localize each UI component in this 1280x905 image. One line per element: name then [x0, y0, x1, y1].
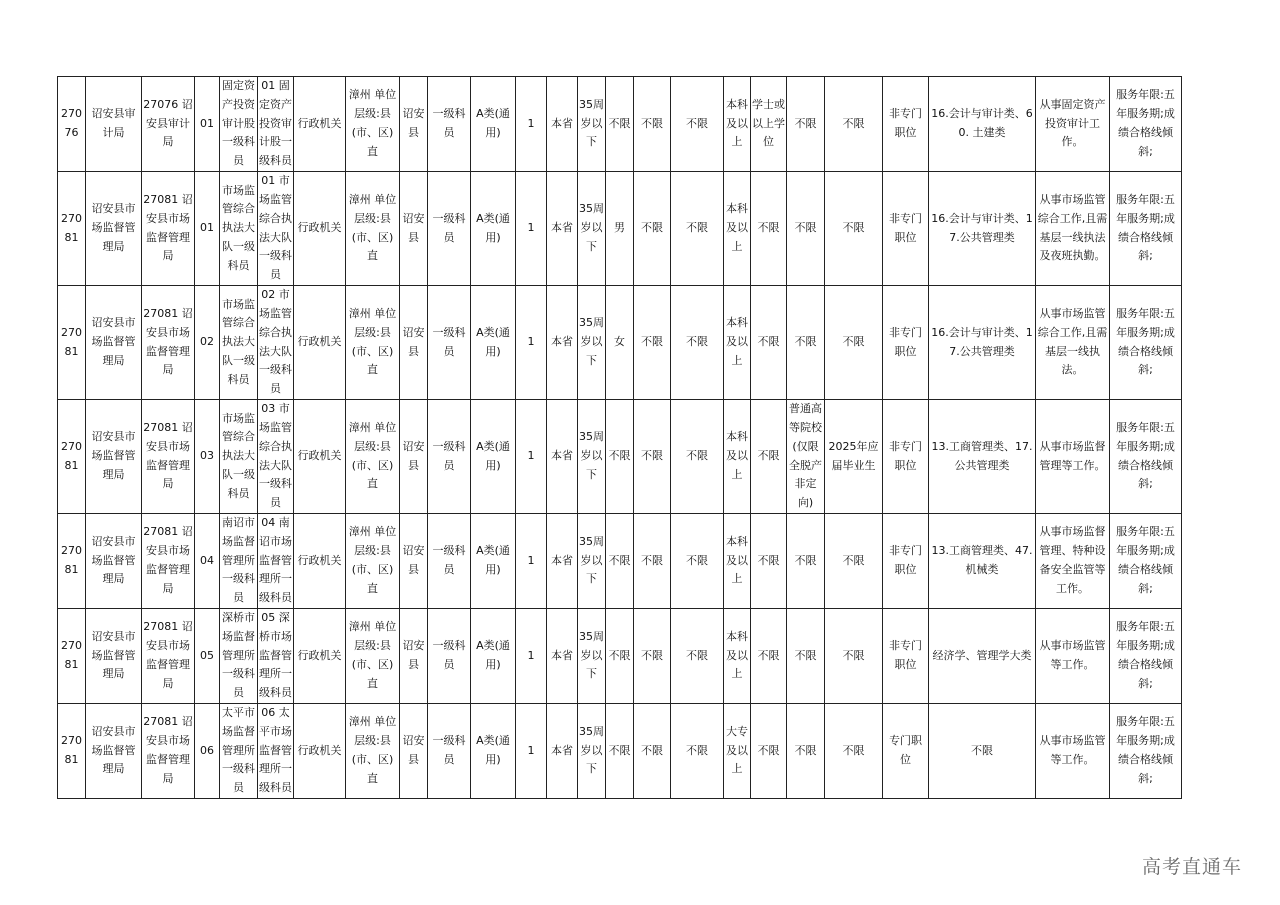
- graduate-cell: 不限: [825, 514, 883, 609]
- headcount-cell: 1: [516, 400, 547, 514]
- unit-type-cell: 行政机关: [294, 608, 346, 703]
- experience-cell: 不限: [671, 77, 724, 172]
- gender-cell: 不限: [606, 608, 634, 703]
- major-cell: 16.会计与审计类、60. 土建类: [929, 77, 1036, 172]
- age-cell: 35周岁以下: [578, 703, 606, 798]
- experience-cell: 不限: [671, 703, 724, 798]
- major-cell: 16.会计与审计类、17.公共管理类: [929, 286, 1036, 400]
- unit-level-cell: 漳州 单位层级:县(市、区)直: [346, 608, 400, 703]
- unit-cell: 27081 诏安县市场监督管理局: [142, 286, 195, 400]
- education-cell: 本科及以上: [724, 400, 751, 514]
- headcount-cell: 1: [516, 286, 547, 400]
- position-full-cell: 06 太平市场监督管理所一级科员: [258, 703, 294, 798]
- gender-cell: 不限: [606, 400, 634, 514]
- degree-cell: 不限: [751, 608, 787, 703]
- major-cell: 13.工商管理类、17.公共管理类: [929, 400, 1036, 514]
- household-cell: 本省: [547, 703, 578, 798]
- other-conditions-cell: 服务年限:五年服务期;成绩合格线倾斜;: [1110, 703, 1182, 798]
- position-number-cell: 02: [195, 286, 220, 400]
- gender-cell: 男: [606, 172, 634, 286]
- degree-cell: 不限: [751, 286, 787, 400]
- degree-cell: 不限: [751, 172, 787, 286]
- politics-cell: 不限: [634, 77, 671, 172]
- age-cell: 35周岁以下: [578, 608, 606, 703]
- job-listing-table: [57, 76, 1182, 799]
- exam-category-cell: A类(通用): [471, 514, 516, 609]
- department-cell: 诏安县市场监督管理局: [86, 703, 142, 798]
- department-cell: 诏安县市场监督管理局: [86, 400, 142, 514]
- position-number-cell: 04: [195, 514, 220, 609]
- special-position-cell: 非专门职位: [883, 400, 929, 514]
- school-cell: 不限: [787, 514, 825, 609]
- position-name-cell: 固定资产投资审计股一级科员: [220, 77, 258, 172]
- household-cell: 本省: [547, 608, 578, 703]
- exam-category-cell: A类(通用): [471, 608, 516, 703]
- special-position-cell: 非专门职位: [883, 608, 929, 703]
- table-row: [58, 703, 1182, 798]
- experience-cell: 不限: [671, 286, 724, 400]
- other-conditions-cell: 服务年限:五年服务期;成绩合格线倾斜;: [1110, 514, 1182, 609]
- household-cell: 本省: [547, 77, 578, 172]
- unit-cell: 27081 诏安县市场监督管理局: [142, 172, 195, 286]
- table-row: [58, 514, 1182, 609]
- position-number-cell: 01: [195, 77, 220, 172]
- age-cell: 35周岁以下: [578, 400, 606, 514]
- duty-cell: 从事市场监管等工作。: [1036, 608, 1110, 703]
- position-name-cell: 市场监管综合执法大队一级科员: [220, 400, 258, 514]
- position-full-cell: 04 南诏市场监督管理所一级科员: [258, 514, 294, 609]
- position-full-cell: 05 深桥市场监督管理所一级科员: [258, 608, 294, 703]
- school-cell: 不限: [787, 608, 825, 703]
- experience-cell: 不限: [671, 514, 724, 609]
- exam-category-cell: A类(通用): [471, 286, 516, 400]
- politics-cell: 不限: [634, 286, 671, 400]
- education-cell: 本科及以上: [724, 172, 751, 286]
- rank-cell: 一级科员: [428, 514, 471, 609]
- special-position-cell: 非专门职位: [883, 77, 929, 172]
- position-number-cell: 03: [195, 400, 220, 514]
- headcount-cell: 1: [516, 77, 547, 172]
- unit-cell: 27076 诏安县审计局: [142, 77, 195, 172]
- area-cell: 诏安县: [400, 400, 428, 514]
- experience-cell: 不限: [671, 608, 724, 703]
- area-cell: 诏安县: [400, 703, 428, 798]
- household-cell: 本省: [547, 514, 578, 609]
- unit-type-cell: 行政机关: [294, 77, 346, 172]
- unit-level-cell: 漳州 单位层级:县(市、区)直: [346, 703, 400, 798]
- unit-level-cell: 漳州 单位层级:县(市、区)直: [346, 400, 400, 514]
- other-conditions-cell: 服务年限:五年服务期;成绩合格线倾斜;: [1110, 77, 1182, 172]
- age-cell: 35周岁以下: [578, 286, 606, 400]
- table-row: [58, 608, 1182, 703]
- headcount-cell: 1: [516, 514, 547, 609]
- education-cell: 本科及以上: [724, 286, 751, 400]
- table-row: [58, 286, 1182, 400]
- dept-code-cell: 27081: [58, 703, 86, 798]
- rank-cell: 一级科员: [428, 703, 471, 798]
- graduate-cell: 不限: [825, 286, 883, 400]
- dept-code-cell: 27081: [58, 286, 86, 400]
- dept-code-cell: 27081: [58, 608, 86, 703]
- table-row: [58, 400, 1182, 514]
- politics-cell: 不限: [634, 400, 671, 514]
- rank-cell: 一级科员: [428, 77, 471, 172]
- gender-cell: 女: [606, 286, 634, 400]
- position-name-cell: 市场监管综合执法大队一级科员: [220, 172, 258, 286]
- position-full-cell: 01 市场监管综合执法大队一级科员: [258, 172, 294, 286]
- position-full-cell: 03 市场监管综合执法大队一级科员: [258, 400, 294, 514]
- unit-cell: 27081 诏安县市场监督管理局: [142, 514, 195, 609]
- education-cell: 本科及以上: [724, 514, 751, 609]
- exam-category-cell: A类(通用): [471, 172, 516, 286]
- education-cell: 大专及以上: [724, 703, 751, 798]
- degree-cell: 不限: [751, 514, 787, 609]
- other-conditions-cell: 服务年限:五年服务期;成绩合格线倾斜;: [1110, 172, 1182, 286]
- age-cell: 35周岁以下: [578, 77, 606, 172]
- degree-cell: 学士或以上学位: [751, 77, 787, 172]
- unit-level-cell: 漳州 单位层级:县(市、区)直: [346, 286, 400, 400]
- school-cell: 不限: [787, 286, 825, 400]
- household-cell: 本省: [547, 286, 578, 400]
- unit-level-cell: 漳州 单位层级:县(市、区)直: [346, 77, 400, 172]
- duty-cell: 从事市场监督管理等工作。: [1036, 400, 1110, 514]
- dept-code-cell: 27081: [58, 400, 86, 514]
- special-position-cell: 专门职位: [883, 703, 929, 798]
- position-name-cell: 市场监管综合执法大队一级科员: [220, 286, 258, 400]
- unit-type-cell: 行政机关: [294, 400, 346, 514]
- position-name-cell: 太平市场监督管理所一级科员: [220, 703, 258, 798]
- area-cell: 诏安县: [400, 286, 428, 400]
- unit-level-cell: 漳州 单位层级:县(市、区)直: [346, 172, 400, 286]
- major-cell: 13.工商管理类、47.机械类: [929, 514, 1036, 609]
- degree-cell: 不限: [751, 703, 787, 798]
- other-conditions-cell: 服务年限:五年服务期;成绩合格线倾斜;: [1110, 400, 1182, 514]
- unit-level-cell: 漳州 单位层级:县(市、区)直: [346, 514, 400, 609]
- table-row: [58, 77, 1182, 172]
- unit-cell: 27081 诏安县市场监督管理局: [142, 608, 195, 703]
- gender-cell: 不限: [606, 77, 634, 172]
- department-cell: 诏安县审计局: [86, 77, 142, 172]
- politics-cell: 不限: [634, 514, 671, 609]
- graduate-cell: 不限: [825, 703, 883, 798]
- major-cell: 不限: [929, 703, 1036, 798]
- position-number-cell: 01: [195, 172, 220, 286]
- position-name-cell: 深桥市场监督管理所一级科员: [220, 608, 258, 703]
- area-cell: 诏安县: [400, 172, 428, 286]
- major-cell: 经济学、管理学大类: [929, 608, 1036, 703]
- exam-category-cell: A类(通用): [471, 703, 516, 798]
- position-number-cell: 05: [195, 608, 220, 703]
- degree-cell: 不限: [751, 400, 787, 514]
- major-cell: 16.会计与审计类、17.公共管理类: [929, 172, 1036, 286]
- politics-cell: 不限: [634, 703, 671, 798]
- school-cell: 不限: [787, 703, 825, 798]
- dept-code-cell: 27081: [58, 172, 86, 286]
- rank-cell: 一级科员: [428, 172, 471, 286]
- experience-cell: 不限: [671, 400, 724, 514]
- rank-cell: 一级科员: [428, 608, 471, 703]
- education-cell: 本科及以上: [724, 608, 751, 703]
- exam-category-cell: A类(通用): [471, 77, 516, 172]
- gender-cell: 不限: [606, 514, 634, 609]
- other-conditions-cell: 服务年限:五年服务期;成绩合格线倾斜;: [1110, 286, 1182, 400]
- exam-category-cell: A类(通用): [471, 400, 516, 514]
- graduate-cell: 2025年应届毕业生: [825, 400, 883, 514]
- duty-cell: 从事市场监管综合工作,且需基层一线执法及夜班执勤。: [1036, 172, 1110, 286]
- headcount-cell: 1: [516, 608, 547, 703]
- household-cell: 本省: [547, 172, 578, 286]
- gender-cell: 不限: [606, 703, 634, 798]
- department-cell: 诏安县市场监督管理局: [86, 608, 142, 703]
- school-cell: 不限: [787, 172, 825, 286]
- dept-code-cell: 27076: [58, 77, 86, 172]
- graduate-cell: 不限: [825, 608, 883, 703]
- unit-cell: 27081 诏安县市场监督管理局: [142, 400, 195, 514]
- headcount-cell: 1: [516, 172, 547, 286]
- dept-code-cell: 27081: [58, 514, 86, 609]
- duty-cell: 从事固定资产投资审计工作。: [1036, 77, 1110, 172]
- age-cell: 35周岁以下: [578, 172, 606, 286]
- position-full-cell: 02 市场监管综合执法大队一级科员: [258, 286, 294, 400]
- other-conditions-cell: 服务年限:五年服务期;成绩合格线倾斜;: [1110, 608, 1182, 703]
- unit-type-cell: 行政机关: [294, 172, 346, 286]
- duty-cell: 从事市场监督管理、特种设备安全监管等工作。: [1036, 514, 1110, 609]
- rank-cell: 一级科员: [428, 400, 471, 514]
- position-number-cell: 06: [195, 703, 220, 798]
- education-cell: 本科及以上: [724, 77, 751, 172]
- school-cell: 不限: [787, 77, 825, 172]
- age-cell: 35周岁以下: [578, 514, 606, 609]
- duty-cell: 从事市场监管综合工作,且需基层一线执法。: [1036, 286, 1110, 400]
- watermark-text: 高考直通车: [1142, 856, 1243, 878]
- table-row: [58, 172, 1182, 286]
- school-cell: 普通高等院校(仅限全脱产非定向): [787, 400, 825, 514]
- area-cell: 诏安县: [400, 514, 428, 609]
- position-name-cell: 南诏市场监督管理所一级科员: [220, 514, 258, 609]
- graduate-cell: 不限: [825, 172, 883, 286]
- department-cell: 诏安县市场监督管理局: [86, 286, 142, 400]
- unit-type-cell: 行政机关: [294, 703, 346, 798]
- unit-type-cell: 行政机关: [294, 514, 346, 609]
- unit-type-cell: 行政机关: [294, 286, 346, 400]
- household-cell: 本省: [547, 400, 578, 514]
- politics-cell: 不限: [634, 608, 671, 703]
- department-cell: 诏安县市场监督管理局: [86, 514, 142, 609]
- rank-cell: 一级科员: [428, 286, 471, 400]
- duty-cell: 从事市场监管等工作。: [1036, 703, 1110, 798]
- special-position-cell: 非专门职位: [883, 286, 929, 400]
- special-position-cell: 非专门职位: [883, 172, 929, 286]
- area-cell: 诏安县: [400, 608, 428, 703]
- politics-cell: 不限: [634, 172, 671, 286]
- position-full-cell: 01 固定资产投资审计股一级科员: [258, 77, 294, 172]
- area-cell: 诏安县: [400, 77, 428, 172]
- unit-cell: 27081 诏安县市场监督管理局: [142, 703, 195, 798]
- headcount-cell: 1: [516, 703, 547, 798]
- graduate-cell: 不限: [825, 77, 883, 172]
- department-cell: 诏安县市场监督管理局: [86, 172, 142, 286]
- experience-cell: 不限: [671, 172, 724, 286]
- special-position-cell: 非专门职位: [883, 514, 929, 609]
